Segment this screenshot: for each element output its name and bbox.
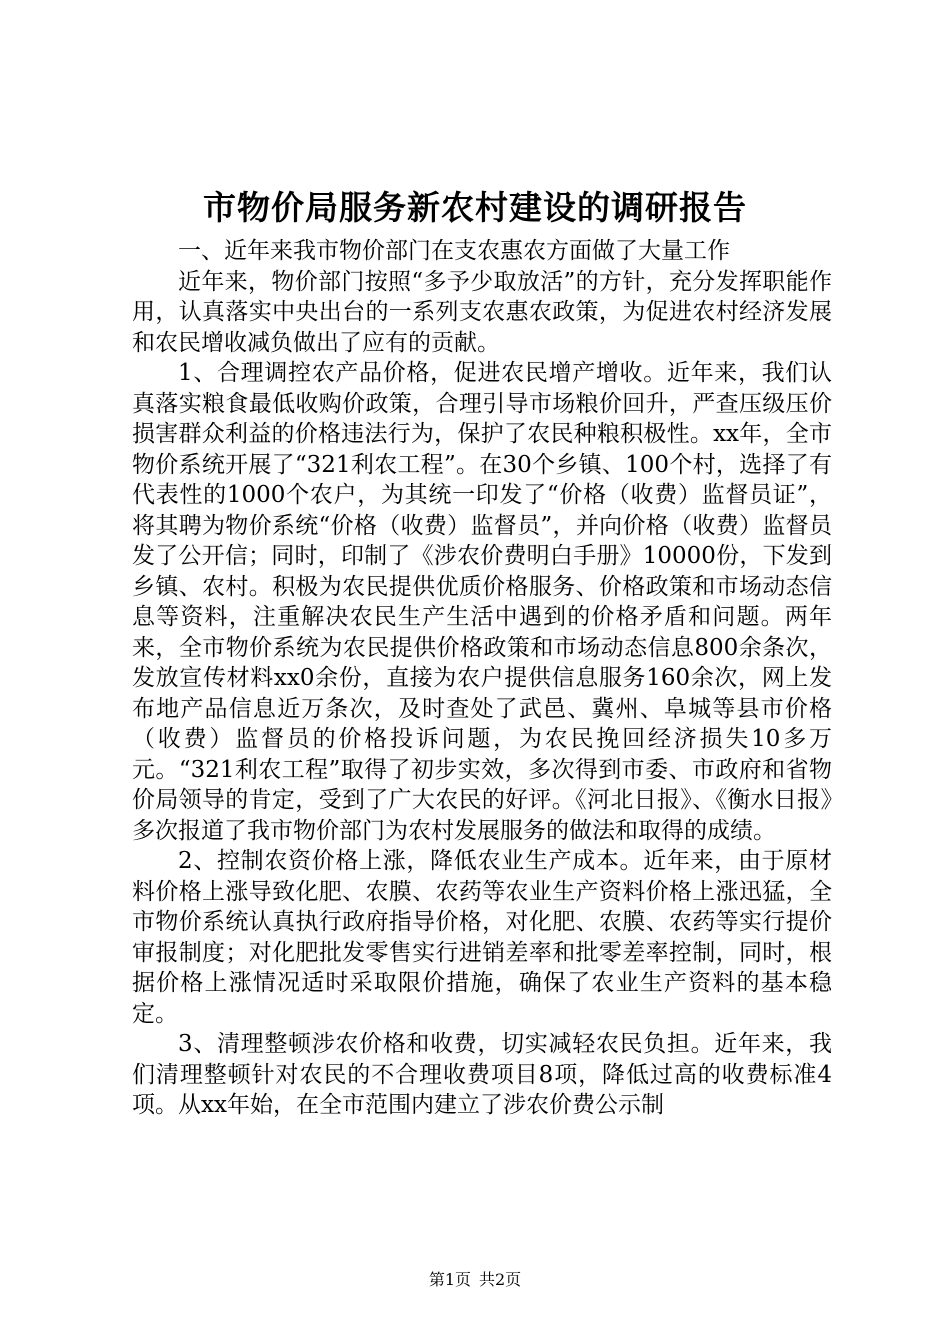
paragraph-intro: 近年来，物价部门按照“多予少取放活”的方针，充分发挥职能作用，认真落实中央出台的一系列支农惠农政策，为促进农村经济发展和农民增收减负做出了应有的贡献。 — [132, 268, 832, 356]
page-total: 共2页 — [479, 1270, 522, 1289]
section-heading: 一、近年来我市物价部门在支农惠农方面做了大量工作 — [178, 238, 730, 264]
paragraph-item-2: 2、控制农资价格上涨，降低农业生产成本。近年来，由于原材料价格上涨导致化肥、农膜、农药等农业生产资料价格上涨迅猛，全市物价系统认真执行政府指导价格，对化肥、农膜、农药等实行提价审报制度；对化肥批发零售实行进销差率和批零差率控制，同时，根据价格上涨情况适时采取限价措施，确保了农业生产资料的基本稳定。 — [132, 848, 832, 1027]
document-body — [132, 236, 832, 1121]
paragraph-item-3: 3、清理整顿涉农价格和收费，切实减轻农民负担。近年来，我们清理整顿针对农民的不合理收费项目8项，降低过高的收费标准4项。从xx年始，在全市范围内建立了涉农价费公示制 — [132, 1031, 832, 1118]
page-number: 第1页 — [428, 1270, 471, 1289]
document-title: 市物价局服务新农村建设的调研报告 — [203, 188, 747, 227]
page-footer — [0, 1270, 950, 1290]
paragraph-item-1: 1、合理调控农产品价格，促进农民增产增收。近年来，我们认真落实粮食最低收购价政策，合理引导市场粮价回升，严查压级压价损害群众利益的价格违法行为，保护了农民种粮积极性。xx年，全市物价系统开展了“321利农工程”。在30个乡镇、100个村，选择了有代表性的1000个农户，为其统一印发了“价格（收费）监督员证”，将其聘为物价系统“价格（收费）监督员”，并向价格（收费）监督员发了公开信；同时，印制了《涉农价费明白手册》10000份，下发到乡镇、农村。积极为农民提供优质价格服务、价格政策和市场动态信息等资料，注重解决农民生产生活中遇到的价格矛盾和问题。两年来，全市物价系统为农民提供价格政策和市场动态信息800余条次，发放宣传材料xx0余份，直接为农户提供信息服务160余次，网上发布地产品信息近万条次，及时查处了武邑、冀州、阜城等县市价格（收费）监督员的价格投诉问题，为农民挽回经济损失10多万元。“321利农工程”取得了初步实效，多次得到市委、市政府和省物价局领导的肯定，受到了广大农民的好评。《河北日报》、《衡水日报》多次报道了我市物价部门为农村发展服务的做法和取得的成绩。 — [132, 360, 832, 844]
